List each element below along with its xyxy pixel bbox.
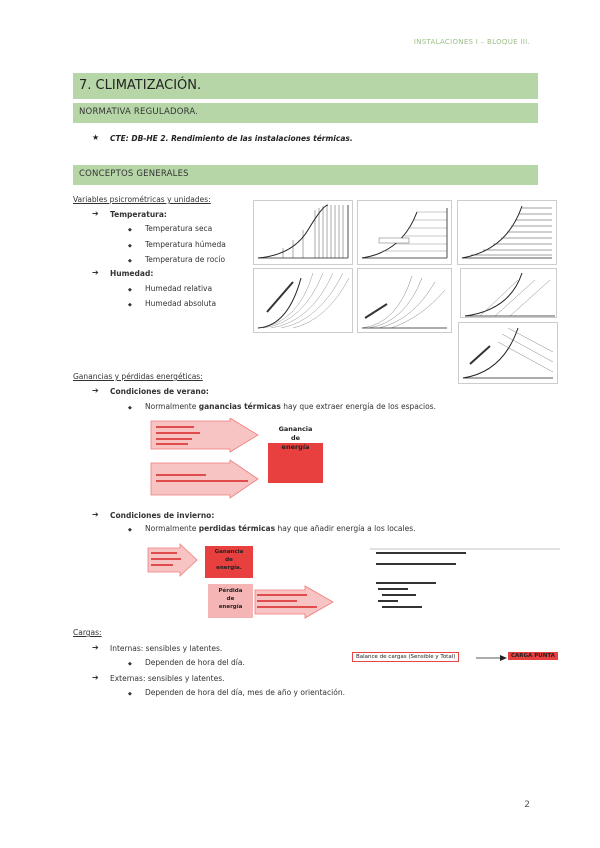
arrow-icon: ➔ — [92, 643, 99, 652]
section-bar-conceptos — [73, 165, 538, 185]
balance-box: Balance de cargas (Sensible y Total) — [352, 652, 459, 662]
bullet-icon: ◆ — [128, 661, 132, 667]
list-item: Temperatura húmeda — [145, 240, 226, 249]
invierno-label: Condiciones de invierno: — [110, 511, 215, 520]
bullet-icon: ◆ — [128, 243, 132, 249]
cte-reference: CTE: DB-HE 2. Rendimiento de las instalaciones térmicas. — [110, 134, 353, 143]
gain-box-winter-label: Ganancia de energía. — [214, 549, 244, 571]
bullet-icon: ◆ — [128, 258, 132, 264]
energy-notes-image — [370, 548, 560, 626]
cargas-heading: Cargas: — [73, 628, 102, 637]
internas-text: Internas: sensibles y latentes. — [110, 644, 223, 653]
bullet-icon: ◆ — [128, 527, 132, 533]
psychrometric-chart-thumb-7 — [458, 322, 558, 384]
running-header: INSTALACIONES I – BLOQUE III. — [413, 38, 530, 46]
arrow-icon: ➔ — [92, 268, 99, 277]
ganancias-heading: Ganancias y pérdidas energéticas: — [73, 372, 203, 381]
bullet-icon: ◆ — [128, 287, 132, 293]
externas-text: Externas: sensibles y latentes. — [110, 674, 225, 683]
section-title: CONCEPTOS GENERALES — [79, 169, 189, 179]
loss-box-label: Pérdida de energía — [218, 588, 243, 610]
vars-heading: Variables psicrométricas y unidades: — [73, 195, 211, 204]
bullet-icon: ◆ — [128, 691, 132, 697]
verano-label: Condiciones de verano: — [110, 387, 209, 396]
list-item: Temperatura de rocío — [145, 255, 226, 264]
list-item: Temperatura seca — [145, 224, 213, 233]
title-bar — [73, 73, 538, 99]
arrow-icon: ➔ — [92, 510, 99, 519]
arrow-icon: ➔ — [92, 386, 99, 395]
psychrometric-chart-thumb-5 — [357, 268, 452, 333]
internas-sub: Dependen de hora del día. — [145, 658, 245, 667]
star-bullet-icon: ★ — [92, 133, 100, 142]
psychrometric-chart-thumb-2 — [357, 200, 452, 265]
arrow-icon: ➔ — [92, 673, 99, 682]
hum-label: Humedad: — [110, 269, 154, 278]
arrow-right-icon — [476, 654, 508, 662]
psychrometric-chart-thumb-6 — [460, 268, 557, 318]
gain-box-label: Ganancia de energía — [278, 425, 313, 451]
section-title: NORMATIVA REGULADORA. — [79, 107, 199, 117]
section-bar-normativa — [73, 103, 538, 123]
page-number: 2 — [524, 800, 530, 810]
invierno-text: Normalmente perdidas térmicas hay que añadir energía a los locales. — [145, 524, 416, 533]
list-item: Humedad relativa — [145, 284, 213, 293]
bullet-icon: ◆ — [128, 302, 132, 308]
psychrometric-chart-thumb-3 — [457, 200, 557, 265]
verano-text: Normalmente ganancias térmicas hay que extraer energía de los espacios. — [145, 402, 436, 411]
bullet-icon: ◆ — [128, 405, 132, 411]
page-title: 7. CLIMATIZACIÓN. — [79, 78, 202, 93]
externas-sub: Dependen de hora del día, mes de año y orientación. — [145, 688, 345, 697]
carga-punta-box: CARGA PUNTA — [508, 652, 558, 660]
temp-label: Temperatura: — [110, 210, 167, 219]
arrow-icon: ➔ — [92, 209, 99, 218]
psychrometric-chart-thumb-1 — [253, 200, 353, 265]
psychrometric-chart-thumb-4 — [253, 268, 353, 333]
bullet-icon: ◆ — [128, 227, 132, 233]
list-item: Humedad absoluta — [145, 299, 217, 308]
